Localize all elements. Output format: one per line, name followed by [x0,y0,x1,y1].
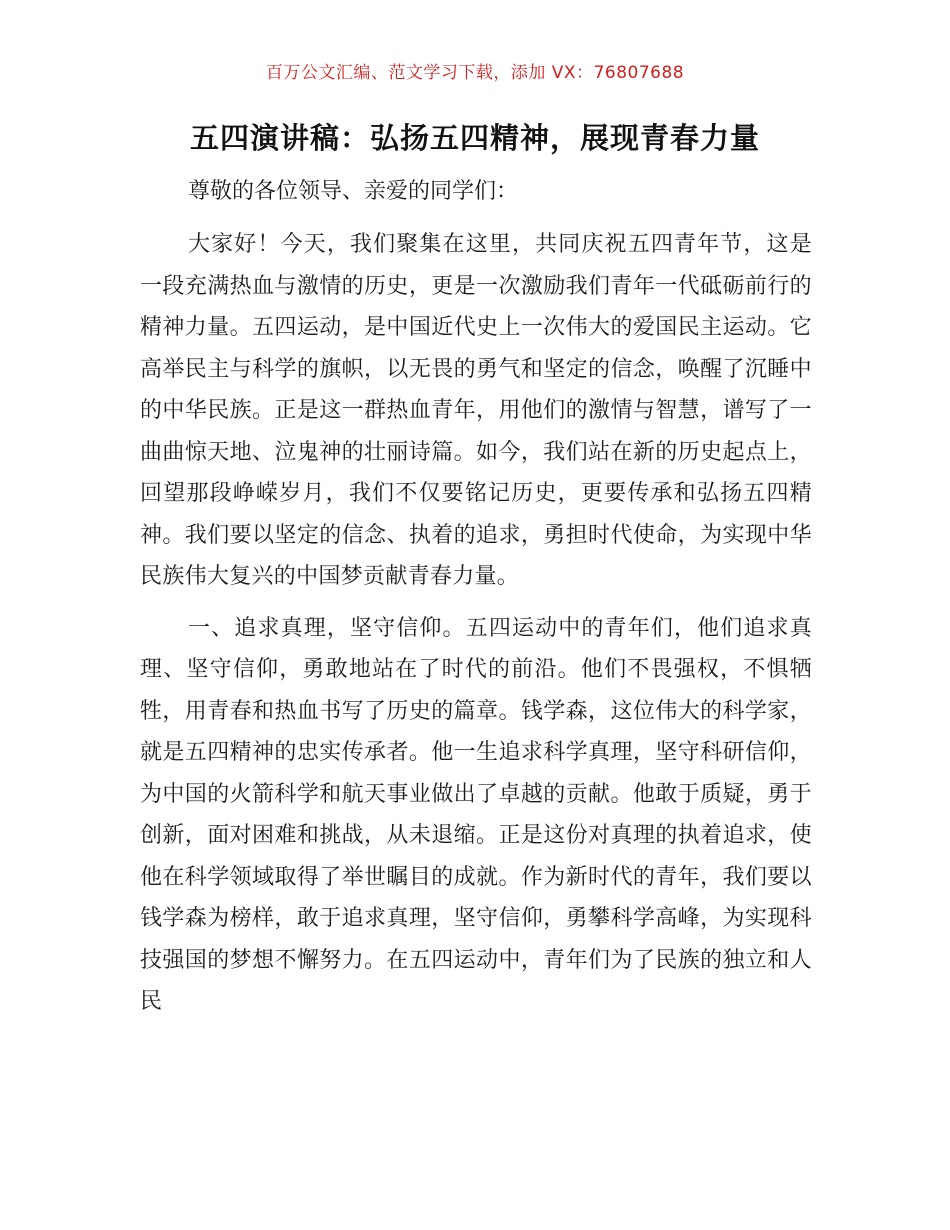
paragraph-intro: 大家好！今天，我们聚集在这里，共同庆祝五四青年节，这是一段充满热血与激情的历史，更是一次激励我们青年一代砥砺前行的精神力量。五四运动，是中国近代史上一次伟大的爱国民主运动。它高举民主与科学的旗帜，以无畏的勇气和坚定的信念，唤醒了沉睡中的中华民族。正是这一群热血青年，用他们的激情与智慧，谱写了一曲曲惊天地、泣鬼神的壮丽诗篇。如今，我们站在新的历史起点上，回望那段峥嵘岁月，我们不仅要铭记历史，更要传承和弘扬五四精神。我们要以坚定的信念、执着的追求，勇担时代使命，为实现中华民族伟大复兴的中国梦贡献青春力量。 [140,232,812,589]
document-body [140,172,812,1033]
greeting-line: 尊敬的各位领导、亲爱的同学们： [188,179,519,204]
document-title: 五四演讲稿：弘扬五四精神，展现青春力量 [189,121,760,155]
paragraph-section-one: 一、追求真理，坚守信仰。五四运动中的青年们，他们追求真理、坚守信仰，勇敢地站在了时代的前沿。他们不畏强权，不惧牺牲，用青春和热血书写了历史的篇章。钱学森，这位伟大的科学家，就是五四精神的忠实传承者。他一生追求科学真理，坚守科研信仰，为中国的火箭科学和航天事业做出了卓越的贡献。他敢于质疑，勇于创新，面对困难和挑战，从未退缩。正是这份对真理的执着追求，使他在科学领域取得了举世瞩目的成就。作为新时代的青年，我们要以钱学森为榜样，敢于追求真理，坚守信仰，勇攀科学高峰，为实现科技强国的梦想不懈努力。在五四运动中，青年们为了民族的独立和人民 [140,615,812,1014]
header-watermark-note: 百万公文汇编、范文学习下载，添加 VX：76807688 [265,63,685,83]
